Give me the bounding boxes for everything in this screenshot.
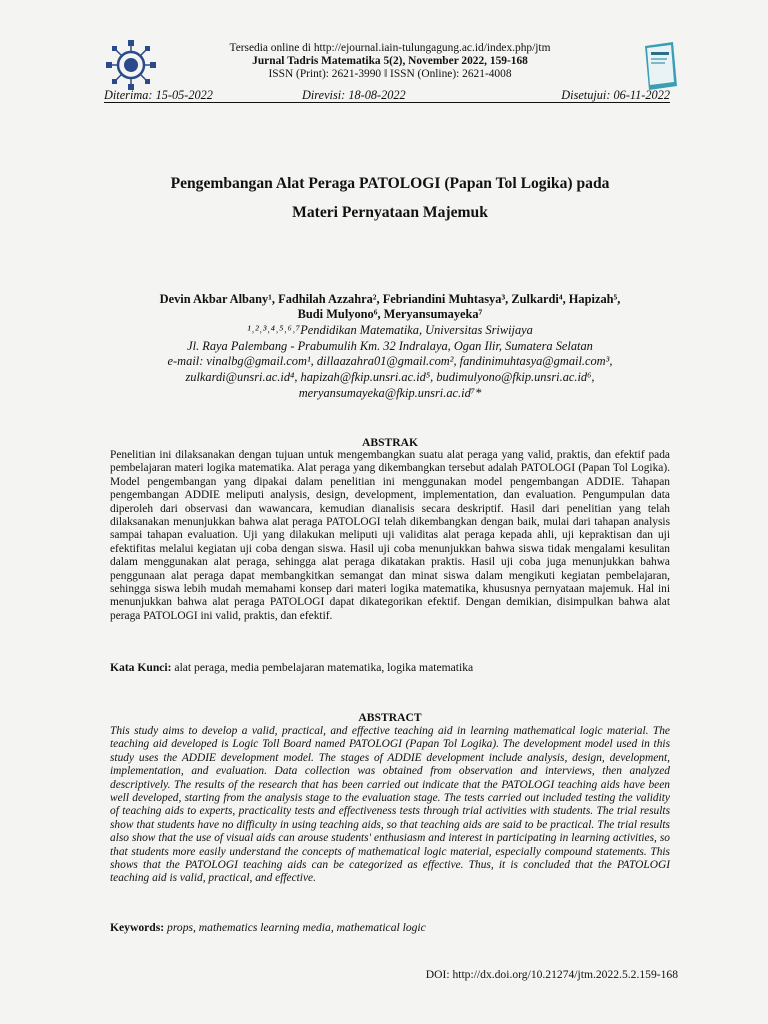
kata-kunci-value: alat peraga, media pembelajaran matematika, logika matematika [174, 661, 474, 674]
date-received: Diterima: 15-05-2022 [104, 88, 213, 102]
authors-line2: Budi Mulyono⁶, Meryansumayeka⁷ [297, 307, 483, 321]
paper-title-line2: Materi Pernyataan Majemuk [292, 204, 488, 221]
journal-logo-icon [104, 38, 158, 92]
abstract-text [110, 725, 670, 886]
journal-issue: Jurnal Tadris Matematika 5(2), November 2022, 159-168 [252, 55, 528, 67]
journal-issn: ISSN (Print): 2621-3990 ǁ ISSN (Online): 2621-4008 [268, 68, 512, 80]
journal-url: Tersedia online di http://ejournal.iain-tulungagung.ac.id/index.php/jtm [229, 42, 551, 54]
email-line2: zulkardi@unsri.ac.id⁴, hapizah@fkip.unsri.ac.id⁵, budimulyono@fkip.unsri.ac.id⁶, [185, 370, 595, 384]
abstract-paragraph: This study aims to develop a valid, practical, and effective teaching aid in learning mathematical logic material. The teaching aid developed is Logic Toll Board named PATOLOGI (Papan Tol Logika). The development model used in this study uses the ADDIE development model. The stages of ADDIE development include analysis, design, development, implementation, and evaluation. Data collection was obtained from observation and interviews, then analyzed descriptively. The results of the research that has been carried out indicate that the PATOLOGI teaching aids have been well developed, starting from the analysis stage to the evaluation stage. The tests carried out included testing the validity of teaching aids to experts, practicality tests and effectiveness tests through trial activities with students. The trial results show that students have no difficulty in using teaching aids, so that teaching aids are said to be practical. The trial results also show that the use of visual aids can arouse students' enthusiasm and interest in participating in learning activities, so that students more easily understand the concepts of mathematical logic material, especially compound statements. This shows that the PATOLOGI teaching aids can be categorized as effective. Thus, it is concluded that the PATOLOGI teaching aid is valid, practical, and effective. [110, 725, 670, 885]
address: Jl. Raya Palembang - Prabumulih Km. 32 Indralaya, Ogan Ilir, Sumatera Selatan [187, 339, 593, 353]
journal-cover-icon [641, 40, 681, 92]
submission-dates [104, 86, 670, 103]
email-line3: meryansumayeka@fkip.unsri.ac.id⁷* [298, 386, 482, 400]
abstract-heading: ABSTRACT [358, 711, 422, 724]
date-revised: Direvisi: 18-08-2022 [302, 88, 406, 102]
date-accepted: Disetujui: 06-11-2022 [561, 88, 670, 102]
abstrak-heading: ABSTRAK [361, 436, 419, 449]
paper-title-line1: Pengembangan Alat Peraga PATOLOGI (Papan Tol Logika) pada [170, 175, 610, 192]
email-line1: e-mail: vinalbg@gmail.com¹, dillaazahra01@gmail.com², fandinimuhtasya@gmail.com³, [167, 354, 613, 368]
kata-kunci [110, 661, 670, 674]
affiliation: ¹˒²˒³˒⁴˒⁵˒⁶˒⁷Pendidikan Matematika, Universitas Sriwijaya [247, 323, 533, 337]
abstrak-text [110, 449, 670, 623]
keywords [110, 921, 670, 934]
abstrak-paragraph: Penelitian ini dilaksanakan dengan tujuan untuk mengembangkan suatu alat peraga yang valid, praktis, dan efektif pada pembelajaran materi logika matematika. Alat peraga yang dikembangkan tersebut adalah PATOLOGI (Papan Tol Logika). Model pengembangan yang dipakai dalam penelitian ini menggunakan model pengembangan ADDIE. Tahapan pengembangan ADDIE meliputi analysis, design, development, implementation, dan evaluation. Pengumpulan data diperoleh dari observasi dan wawancara, kemudian dianalisis secara deskriptif. Hasil dari penelitian yang telah dilaksanakan menunjukkan bahwa alat peraga PATOLOGI telah dikembangkan dengan baik, mulai dari tahapan analysis sampai tahapan evaluation. Uji yang dilakukan meliputi uji validitas alat peraga kepada ahli, uji kepraktisan dan uji efektifitas melalui kegiatan uji coba dengan siswa. Hasil uji coba menunjukkan bahwa siswa tidak mengalami kesulitan dalam menggunakan alat peraga, sehingga alat peraga dikatakan praktis. Hasil uji coba juga menunjukkan bahwa penggunaan alat peraga dapat membangkitkan semangat dan minat siswa dalam mengikuti kegiatan pembelajaran, sehingga siswa lebih mudah memahami konsep dari materi logika matematika, khususnya pernyataan majemuk. Hal ini menunjukkan bahwa alat peraga PATOLOGI dapat dikategorikan efektif. Dengan demikian, disimpulkan bahwa alat peraga PATOLOGI ini valid, praktis, dan efektif. [110, 449, 670, 622]
kata-kunci-label: Kata Kunci: [110, 661, 172, 674]
authors-line1: Devin Akbar Albany¹, Fadhilah Azzahra², Febriandini Muhtasya³, Zulkardi⁴, Hapizah⁵, [159, 292, 621, 306]
doi-link[interactable]: DOI: http://dx.doi.org/10.21274/jtm.2022.5.2.159-168 [425, 968, 678, 981]
keywords-label: Keywords: [110, 921, 165, 934]
keywords-value: props, mathematics learning media, mathematical logic [167, 921, 426, 934]
